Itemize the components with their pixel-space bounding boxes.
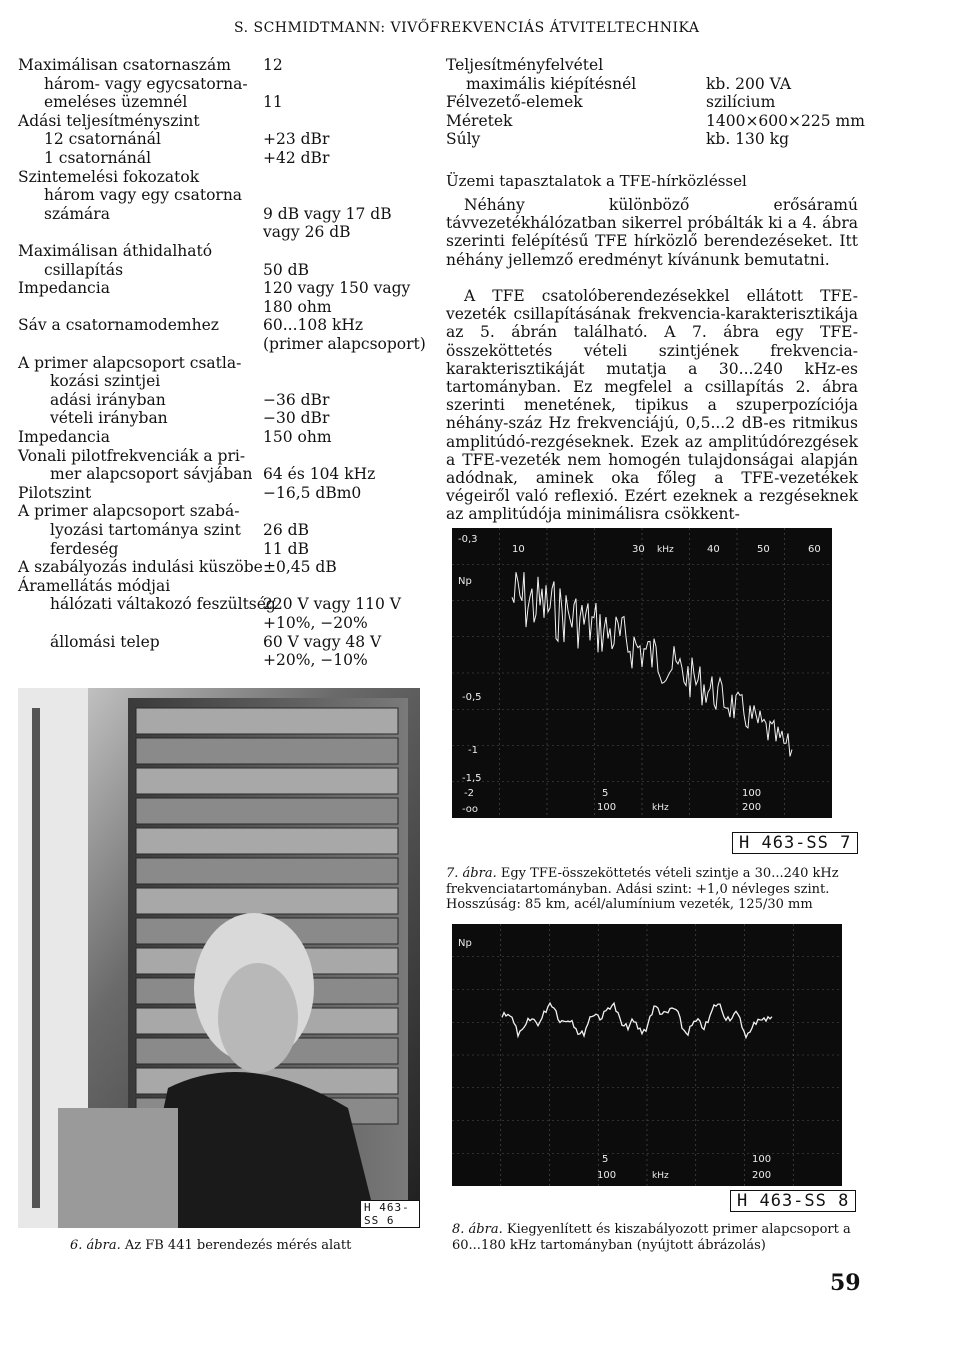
- fig7-top-label: 60: [808, 544, 821, 555]
- spec-label: 12 csatornánál: [44, 130, 161, 149]
- fig8-bottom-label: 100: [752, 1154, 772, 1165]
- spec-label: számára: [44, 204, 110, 223]
- fig7-top-label: -0,3: [458, 534, 478, 545]
- fig8-bottom-label: 100: [597, 1170, 617, 1181]
- spec-value: 50 dB: [263, 260, 309, 279]
- spec-label: adási irányban: [50, 390, 166, 409]
- fig7-bottom-label: 100: [597, 802, 617, 813]
- caption-text: Az FB 441 berendezés mérés alatt: [124, 1238, 352, 1253]
- fig7-left-label: -oo: [462, 804, 479, 815]
- figure-7-caption: [446, 866, 858, 913]
- fig7-left-label: -1: [468, 745, 478, 756]
- caption-text: Egy TFE-összeköttetés vételi szintje a 30...240 kHz frekvenciatartományban. Adási szint: +1,0 névleges szint. Hosszúság: 85 km, acél/alumínium vezeték, 125/30 mm: [446, 866, 839, 912]
- spec-label: Szintemelési fokozatok: [18, 167, 200, 186]
- spec-label: Adási teljesítményszint: [18, 111, 200, 130]
- caption-number: 7. ábra.: [446, 866, 497, 881]
- fig7-left-label: -0,5: [462, 692, 482, 703]
- rack-panel: [136, 768, 398, 794]
- spec-label: A szabályozás indulási küszöbe: [18, 558, 263, 577]
- spec-label: 1 csatornánál: [44, 149, 152, 167]
- spec-value: 60...108 kHz: [263, 316, 364, 335]
- spec-value: +20%, −10%: [263, 651, 368, 670]
- spec-value: 12: [263, 56, 283, 74]
- spec-label: Sáv a csatornamodemhez: [18, 316, 219, 335]
- figure-6-photo: [18, 688, 420, 1228]
- spec-value: +42 dBr: [263, 149, 330, 167]
- spec-label: Vonali pilotfrekvenciák a pri-: [18, 446, 246, 465]
- right-spec-label: maximális kiépítésnél: [466, 74, 637, 93]
- spec-value: 220 V vagy 110 V: [263, 595, 401, 614]
- fig7-top-label: 40: [707, 544, 720, 555]
- equipment-photo-illustration: [18, 688, 420, 1228]
- fig7-trace: [512, 572, 792, 756]
- rack-panel: [136, 828, 398, 854]
- caption-number: 8. ábra.: [452, 1222, 503, 1237]
- paragraph: Néhány különböző erősáramú távvezetékhálózatban sikerrel próbálták ki a 4. ábra szerinti felépítésű TFE hírközlő berendezéseket. Itt néhány jellemző eredményt kívánunk bemutatni.: [446, 196, 858, 269]
- fig8-bottom-label: kHz: [652, 1171, 669, 1181]
- fig7-top-label: kHz: [657, 545, 674, 555]
- caption-text: Kiegyenlített és kiszabályozott primer alapcsoport a 60...180 kHz tartományban (nyújtott ábrázolás): [452, 1222, 851, 1253]
- figure-8-plot: [452, 924, 842, 1186]
- right-spec-label: Félvezető-elemek: [446, 93, 583, 112]
- spec-value: 150 ohm: [263, 428, 332, 446]
- spec-value: −30 dBr: [263, 409, 330, 428]
- figure-6-tag: H 463-SS 6: [360, 1200, 420, 1228]
- spec-label: Maximálisan csatornaszám: [18, 56, 231, 74]
- spec-value: ±0,45 dB: [263, 558, 337, 577]
- running-header: S. SCHMIDTMANN: VIVŐFREKVENCIÁS ÁTVITELTECHNIKA: [234, 20, 700, 36]
- fig8-bottom-label: 200: [752, 1170, 772, 1181]
- right-spec-label: Súly: [446, 130, 481, 149]
- rack-panel: [136, 708, 398, 734]
- spec-label: Áramellátás módjai: [18, 576, 171, 595]
- spec-label: Maximálisan áthidalható: [18, 242, 213, 260]
- rack-panel: [136, 858, 398, 884]
- spec-label: emeléses üzemnél: [44, 93, 188, 112]
- caption-number: 6. ábra.: [70, 1238, 121, 1253]
- spec-label: A primer alapcsoport szabá-: [18, 502, 240, 521]
- spec-value: −16,5 dBm0: [263, 483, 362, 502]
- figure-6-caption: [70, 1238, 351, 1254]
- spec-label: három- vagy egycsatorna-: [44, 74, 248, 93]
- spec-value: 11 dB: [263, 539, 309, 558]
- rack-panel: [136, 738, 398, 764]
- spec-value: +23 dBr: [263, 130, 330, 149]
- spec-label: lyozási tartománya szint: [50, 521, 241, 539]
- spec-value: 11: [263, 93, 283, 112]
- fig7-bottom-label: kHz: [652, 803, 669, 813]
- fig7-top-label: 50: [757, 544, 770, 555]
- paragraph: A TFE csatolóberendezésekkel ellátott TFE-vezeték csillapításának frekvencia-karakterisztikája az 5. ábrán található. A 7. ábra egy TFE-összeköttetés vételi szintjének frekvencia-karakterisztikáját mutatja a 30...240 kHz-es tartományban. Ez megfelel a csillapítás 2. ábra szerinti menetének, tipikus a szuperpozíciója néhány-száz Hz frekvenciájú, 0,5...2 dB-es ritmikus amplitúdó-rezgéseknek. Ezek az amplitúdórezgések a TFE-vezeték nem homogén tulajdonságai alapján adódnak, aminek oka főleg a TFE-vezetékek végeiről való reflexió. Ezért ezeknek a rezgéseknek az amplitúdója minimálisra csökkent-: [446, 287, 858, 524]
- spec-label: csillapítás: [44, 260, 124, 279]
- figure-8-caption: [452, 1222, 864, 1253]
- fig7-left-label: -2: [464, 788, 474, 799]
- fig7-top-label: 30: [632, 544, 645, 555]
- fig7-np-label: Np: [458, 576, 472, 587]
- spec-label: hálózati váltakozó feszültség: [50, 595, 276, 614]
- fig8-bottom-label: 5: [602, 1154, 609, 1165]
- spec-label: Impedancia: [18, 428, 110, 446]
- figure-7-chart: [452, 528, 832, 818]
- spec-value: vagy 26 dB: [263, 223, 351, 242]
- right-spec-label: Teljesítményfelvétel: [446, 56, 604, 74]
- spec-label: három vagy egy csatorna: [44, 186, 243, 205]
- rack-panel: [136, 798, 398, 824]
- figure-8-chart: [452, 924, 842, 1186]
- fig7-top-label: 10: [512, 544, 525, 555]
- figure-7-plot: [452, 528, 832, 818]
- right-spec-value: kb. 130 kg: [706, 130, 789, 149]
- spec-label: ferdeség: [50, 539, 119, 558]
- figure-8-tag: H 463-SS 8: [730, 1190, 856, 1212]
- fig7-left-label: -1,5: [462, 773, 482, 784]
- spec-value: 60 V vagy 48 V: [263, 632, 382, 651]
- spec-label: A primer alapcsoport csatla-: [18, 353, 242, 372]
- figure-7-tag: H 463-SS 7: [732, 832, 858, 854]
- spec-label: Pilotszint: [18, 483, 92, 502]
- spec-label: vételi irányban: [50, 409, 168, 428]
- spec-label: állomási telep: [50, 632, 160, 651]
- spec-value: 26 dB: [263, 521, 309, 539]
- right-spec-value: szilícium: [706, 93, 776, 112]
- spec-label: kozási szintjei: [50, 372, 161, 391]
- fig7-bottom-label: 100: [742, 788, 762, 799]
- right-spec-value: 1400×600×225 mm: [706, 111, 865, 130]
- spec-value: 120 vagy 150 vagy: [263, 279, 411, 298]
- section-title: Üzemi tapasztalatok a TFE-hírközléssel: [446, 172, 747, 190]
- spec-value: 180 ohm: [263, 297, 332, 316]
- right-spec-value: kb. 200 VA: [706, 74, 792, 93]
- spec-value: 9 dB vagy 17 dB: [263, 204, 392, 223]
- spec-value: 64 és 104 kHz: [263, 465, 376, 484]
- spec-value: −36 dBr: [263, 390, 330, 409]
- right-spec-label: Méretek: [446, 111, 513, 130]
- fig8-trace: [502, 1003, 772, 1038]
- spec-value: (primer alapcsoport): [263, 335, 426, 353]
- spec-label: Impedancia: [18, 279, 110, 298]
- fig7-bottom-label: 200: [742, 802, 762, 813]
- rack-panel: [136, 888, 398, 914]
- fig7-bottom-label: 5: [602, 788, 609, 799]
- spec-label: mer alapcsoport sávjában: [50, 465, 253, 484]
- spec-value: +10%, −20%: [263, 614, 368, 632]
- fig8-np-label: Np: [458, 938, 472, 949]
- page-number: 59: [830, 1270, 861, 1296]
